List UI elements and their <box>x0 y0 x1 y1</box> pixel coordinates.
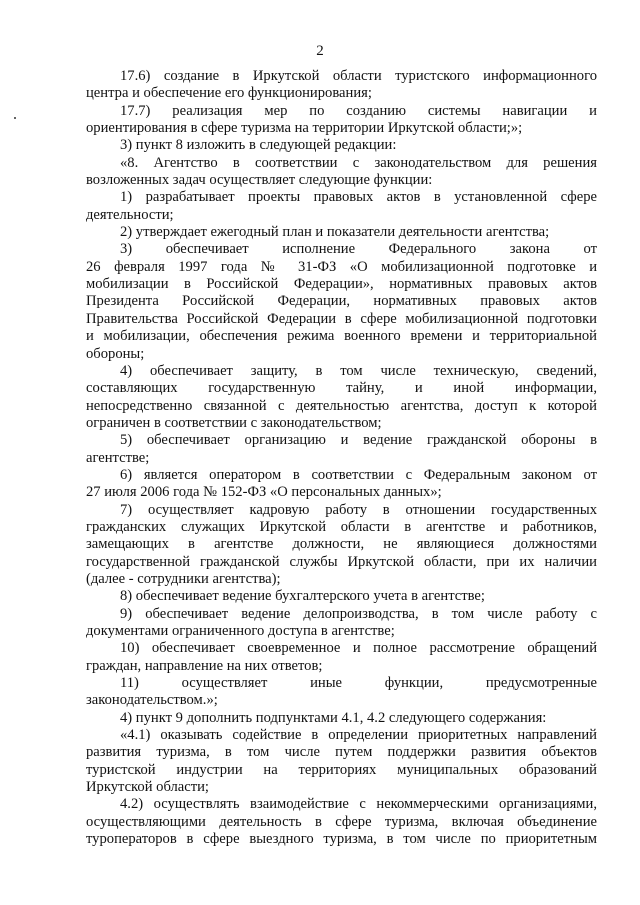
text-line: 27 июля 2006 года № 152-ФЗ «О персональных данных»; <box>86 484 442 501</box>
text-line: развития туризма, в том числе путем поддержки развития объектов <box>86 744 597 761</box>
text-line: 17.6) создание в Иркутской области туристского информационного <box>120 68 597 84</box>
paragraph <box>86 189 597 224</box>
text-line: замещающих в агентстве должности, не являющиеся должностями <box>86 536 597 553</box>
paragraph <box>86 710 597 727</box>
text-line: 26 февраля 1997 года № 31-ФЗ «О мобилизационной подготовке и <box>86 258 597 275</box>
paragraph <box>86 224 597 241</box>
text-line: 4) пункт 9 дополнить подпунктами 4.1, 4.2 следующего содержания: <box>120 709 547 726</box>
paragraph <box>86 640 597 675</box>
text-line: 17.7) реализация мер по созданию системы навигации и <box>120 102 597 119</box>
text-line: ориентирования в сфере туризма на территории Иркутской области;»; <box>86 120 523 137</box>
text-line: законодательством.»; <box>86 692 218 709</box>
text-line: «4.1) оказывать содействие в определении приоритетных направлений <box>120 727 597 744</box>
paragraph <box>86 502 597 589</box>
text-line: 2) утверждает ежегодный план и показатели деятельности агентства; <box>120 224 550 241</box>
page-number: 2 <box>316 43 324 59</box>
paragraph <box>86 155 597 190</box>
text-line: Иркутской области; <box>86 779 209 796</box>
text-line: 3) обеспечивает исполнение Федерального закона от <box>120 241 597 258</box>
paragraph <box>86 606 597 641</box>
text-line: 1) разрабатывает проекты правовых актов в установленной сфере <box>120 189 597 206</box>
text-line: центра и обеспечение его функционирования; <box>86 85 372 102</box>
paragraph <box>86 796 597 848</box>
paragraph <box>86 467 597 502</box>
text-line: мобилизации в Российской Федерации», нормативных правовых актов <box>86 276 597 293</box>
paragraph <box>86 675 597 710</box>
text-line: туроператоров в сфере выездного туризма, в том числе по приоритетным <box>86 831 597 848</box>
text-line: 4.2) осуществлять взаимодействие с некоммерческими организациями, <box>120 796 597 813</box>
paragraph <box>86 588 597 605</box>
text-line: возложенных задач осуществляет следующие функции: <box>86 172 433 189</box>
paragraph <box>86 137 597 154</box>
text-line: 10) обеспечивает своевременное и полное рассмотрение обращений <box>120 640 597 657</box>
text-line: 8) обеспечивает ведение бухгалтерского учета в агентстве; <box>120 588 485 605</box>
paragraph <box>86 727 597 796</box>
text-line: составляющих государственную тайну, и иной информации, <box>86 380 597 397</box>
text-line: 7) осуществляет кадровую работу в отношении государственных <box>120 501 597 518</box>
paragraph <box>86 241 597 362</box>
text-line: Правительства Российской Федерации в сфере мобилизационной подготовки <box>86 310 597 327</box>
text-line: 4) обеспечивает защиту, в том числе техническую, сведений, <box>120 362 597 379</box>
text-line: (далее - сотрудники агентства); <box>86 570 281 587</box>
text-line: обороны; <box>86 345 145 362</box>
text-line: деятельности; <box>86 206 174 223</box>
text-line: документами ограниченного доступа в агентстве; <box>86 623 395 639</box>
text-line: гражданских служащих Иркутской области в агентстве и работников, <box>86 518 597 535</box>
paragraph <box>86 103 597 138</box>
paragraph <box>86 432 597 467</box>
text-line: туристской индустрии на территориях муниципальных образований <box>86 761 597 778</box>
paragraph <box>86 363 597 432</box>
paragraph <box>86 68 597 103</box>
text-line: 11) осуществляет иные функции, предусмотренные <box>120 675 597 692</box>
text-line: 3) пункт 8 изложить в следующей редакции: <box>120 137 397 154</box>
text-line: осуществляющими деятельность в сфере туризма, включая объединение <box>86 813 597 830</box>
text-line: ограничен в соответствии с законодательством; <box>86 414 382 431</box>
document-body <box>86 68 597 848</box>
text-line: граждан, направление на них ответов; <box>86 657 323 674</box>
scan-speck <box>14 117 16 119</box>
text-line: «8. Агентство в соответствии с законодательством для решения <box>120 154 597 171</box>
text-line: 9) обеспечивает ведение делопроизводства, в том числе работу с <box>120 605 597 622</box>
text-line: и мобилизации, обеспечения режима военного времени и территориальной <box>86 328 597 345</box>
text-line: непосредственно связанной с деятельностью агентства, доступ к которой <box>86 397 597 414</box>
text-line: 5) обеспечивает организацию и ведение гражданской обороны в <box>120 432 597 449</box>
text-line: Президента Российской Федерации, нормативных правовых актов <box>86 293 597 310</box>
text-line: 6) является оператором в соответствии с Федеральным законом от <box>120 466 597 483</box>
text-line: государственной гражданской службы Иркутской области, при их наличии <box>86 553 597 570</box>
text-line: агентстве; <box>86 449 150 466</box>
